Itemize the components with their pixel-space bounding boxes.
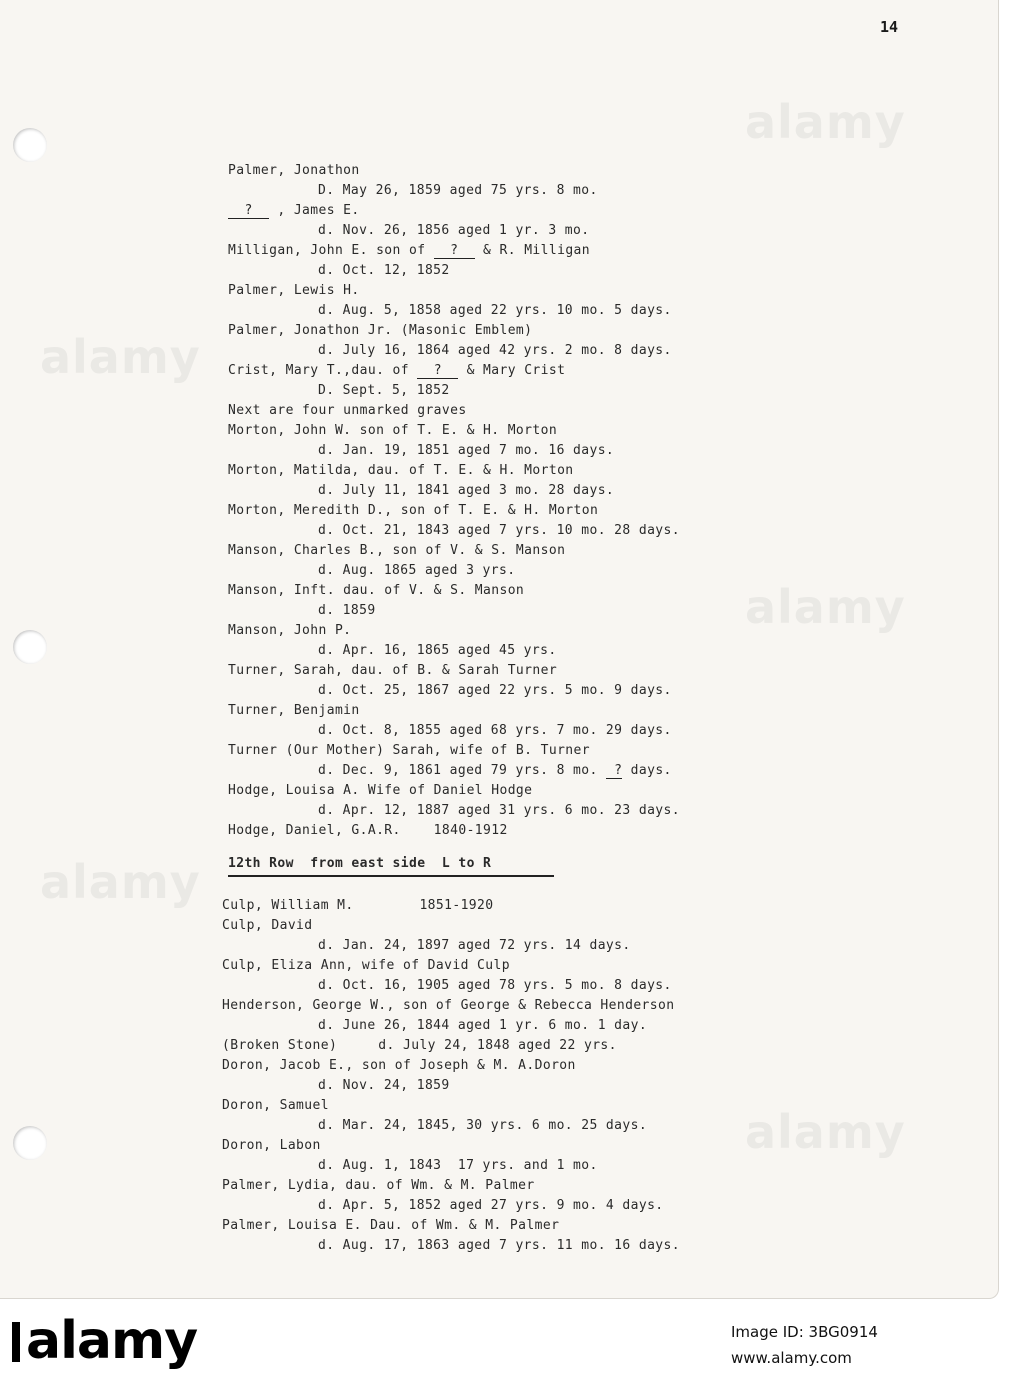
entry-line: d. Oct. 16, 1905 aged 78 yrs. 5 mo. 8 days.: [318, 978, 672, 993]
entry-line: Culp, Eliza Ann, wife of David Culp: [222, 958, 510, 973]
entry-line: Crist, Mary T.,dau. of ? & Mary Crist: [228, 363, 566, 378]
entry-line: (Broken Stone) d. July 24, 1848 aged 22 yrs.: [222, 1038, 617, 1053]
site-url[interactable]: www.alamy.com: [731, 1349, 852, 1367]
entry-line: Hodge, Daniel, G.A.R. 1840-1912: [228, 823, 508, 838]
entry-line: Turner (Our Mother) Sarah, wife of B. Turner: [228, 743, 590, 758]
entry-line: Morton, John W. son of T. E. & H. Morton: [228, 423, 558, 438]
entry-line: d. Apr. 12, 1887 aged 31 yrs. 6 mo. 23 days.: [318, 803, 680, 818]
entry-line: d. July 11, 1841 aged 3 mo. 28 days.: [318, 483, 615, 498]
watermark: alamy: [745, 580, 906, 634]
entry-line: Doron, Jacob E., son of Joseph & M. A.Doron: [222, 1058, 576, 1073]
section-heading: 12th Row from east side L to R: [228, 856, 492, 871]
stock-footer: [0, 1299, 1011, 1390]
entry-line: d. Jan. 19, 1851 aged 7 mo. 16 days.: [318, 443, 615, 458]
entry-line: d. Apr. 16, 1865 aged 45 yrs.: [318, 643, 557, 658]
unknown-blank: ?: [417, 363, 459, 378]
entry-line: D. May 26, 1859 aged 75 yrs. 8 mo.: [318, 183, 598, 198]
entry-line: Palmer, Jonathon: [228, 163, 360, 178]
entry-line: Morton, Matilda, dau. of T. E. & H. Morton: [228, 463, 574, 478]
entry-line: d. Aug. 1865 aged 3 yrs.: [318, 563, 516, 578]
entry-line: Turner, Benjamin: [228, 703, 360, 718]
entry-line: d. Apr. 5, 1852 aged 27 yrs. 9 mo. 4 days.: [318, 1198, 664, 1213]
watermark: alamy: [745, 95, 906, 149]
entry-line: Palmer, Lydia, dau. of Wm. & M. Palmer: [222, 1178, 535, 1193]
punch-hole: [13, 630, 47, 664]
entry-line: Manson, Inft. dau. of V. & S. Manson: [228, 583, 525, 598]
entry-line: Next are four unmarked graves: [228, 403, 467, 418]
entry-line: d. Jan. 24, 1897 aged 72 yrs. 14 days.: [318, 938, 631, 953]
entry-line: Milligan, John E. son of ? & R. Milligan: [228, 243, 591, 258]
entry-line: d. Oct. 12, 1852: [318, 263, 450, 278]
entry-line: d. Aug. 5, 1858 aged 22 yrs. 10 mo. 5 days.: [318, 303, 672, 318]
entry-line: d. July 16, 1864 aged 42 yrs. 2 mo. 8 days.: [318, 343, 672, 358]
alamy-logo[interactable]: alamy: [12, 1311, 197, 1371]
entry-line: Turner, Sarah, dau. of B. & Sarah Turner: [228, 663, 558, 678]
punch-hole: [13, 1126, 47, 1160]
unknown-blank: ?: [433, 243, 475, 258]
entry-line: d. Oct. 8, 1855 aged 68 yrs. 7 mo. 29 days.: [318, 723, 672, 738]
entry-line: D. Sept. 5, 1852: [318, 383, 450, 398]
page-number: 14: [880, 18, 899, 36]
entry-line: d. 1859: [318, 603, 376, 618]
entry-line: Hodge, Louisa A. Wife of Daniel Hodge: [228, 783, 533, 798]
unknown-blank: ?: [228, 203, 270, 218]
entry-line: d. Mar. 24, 1845, 30 yrs. 6 mo. 25 days.: [318, 1118, 648, 1133]
entry-line: d. Dec. 9, 1861 aged 79 yrs. 8 mo. ? days.: [318, 763, 672, 778]
entry-line: d. June 26, 1844 aged 1 yr. 6 mo. 1 day.: [318, 1018, 648, 1033]
entry-line: Palmer, Lewis H.: [228, 283, 360, 298]
entry-line: d. Oct. 25, 1867 aged 22 yrs. 5 mo. 9 days.: [318, 683, 672, 698]
entry-line: Doron, Labon: [222, 1138, 321, 1153]
entry-line: d. Aug. 1, 1843 17 yrs. and 1 mo.: [318, 1158, 598, 1173]
entry-line: Henderson, George W., son of George & Rebecca Henderson: [222, 998, 675, 1013]
entry-line: d. Oct. 21, 1843 aged 7 yrs. 10 mo. 28 days.: [318, 523, 680, 538]
image-id: Image ID: 3BG0914: [731, 1323, 878, 1341]
entry-line: Morton, Meredith D., son of T. E. & H. Morton: [228, 503, 599, 518]
section-heading-underline: [228, 875, 554, 877]
logo-mark-icon: [12, 1322, 20, 1362]
entry-line: Doron, Samuel: [222, 1098, 329, 1113]
entry-line: d. Nov. 26, 1856 aged 1 yr. 3 mo.: [318, 223, 590, 238]
entry-line: Culp, David: [222, 918, 313, 933]
entry-line: Palmer, Jonathon Jr. (Masonic Emblem): [228, 323, 533, 338]
watermark: alamy: [40, 330, 201, 384]
unknown-blank: ?: [605, 763, 623, 778]
watermark: alamy: [745, 1105, 906, 1159]
entry-line: d. Nov. 24, 1859: [318, 1078, 450, 1093]
entry-line: ? , James E.: [228, 203, 360, 218]
entry-line: Culp, William M. 1851-1920: [222, 898, 494, 913]
entry-line: Palmer, Louisa E. Dau. of Wm. & M. Palmer: [222, 1218, 560, 1233]
watermark: alamy: [40, 855, 201, 909]
entry-line: Manson, John P.: [228, 623, 352, 638]
entry-line: d. Aug. 17, 1863 aged 7 yrs. 11 mo. 16 days.: [318, 1238, 680, 1253]
punch-hole: [13, 128, 47, 162]
entry-line: Manson, Charles B., son of V. & S. Manson: [228, 543, 566, 558]
